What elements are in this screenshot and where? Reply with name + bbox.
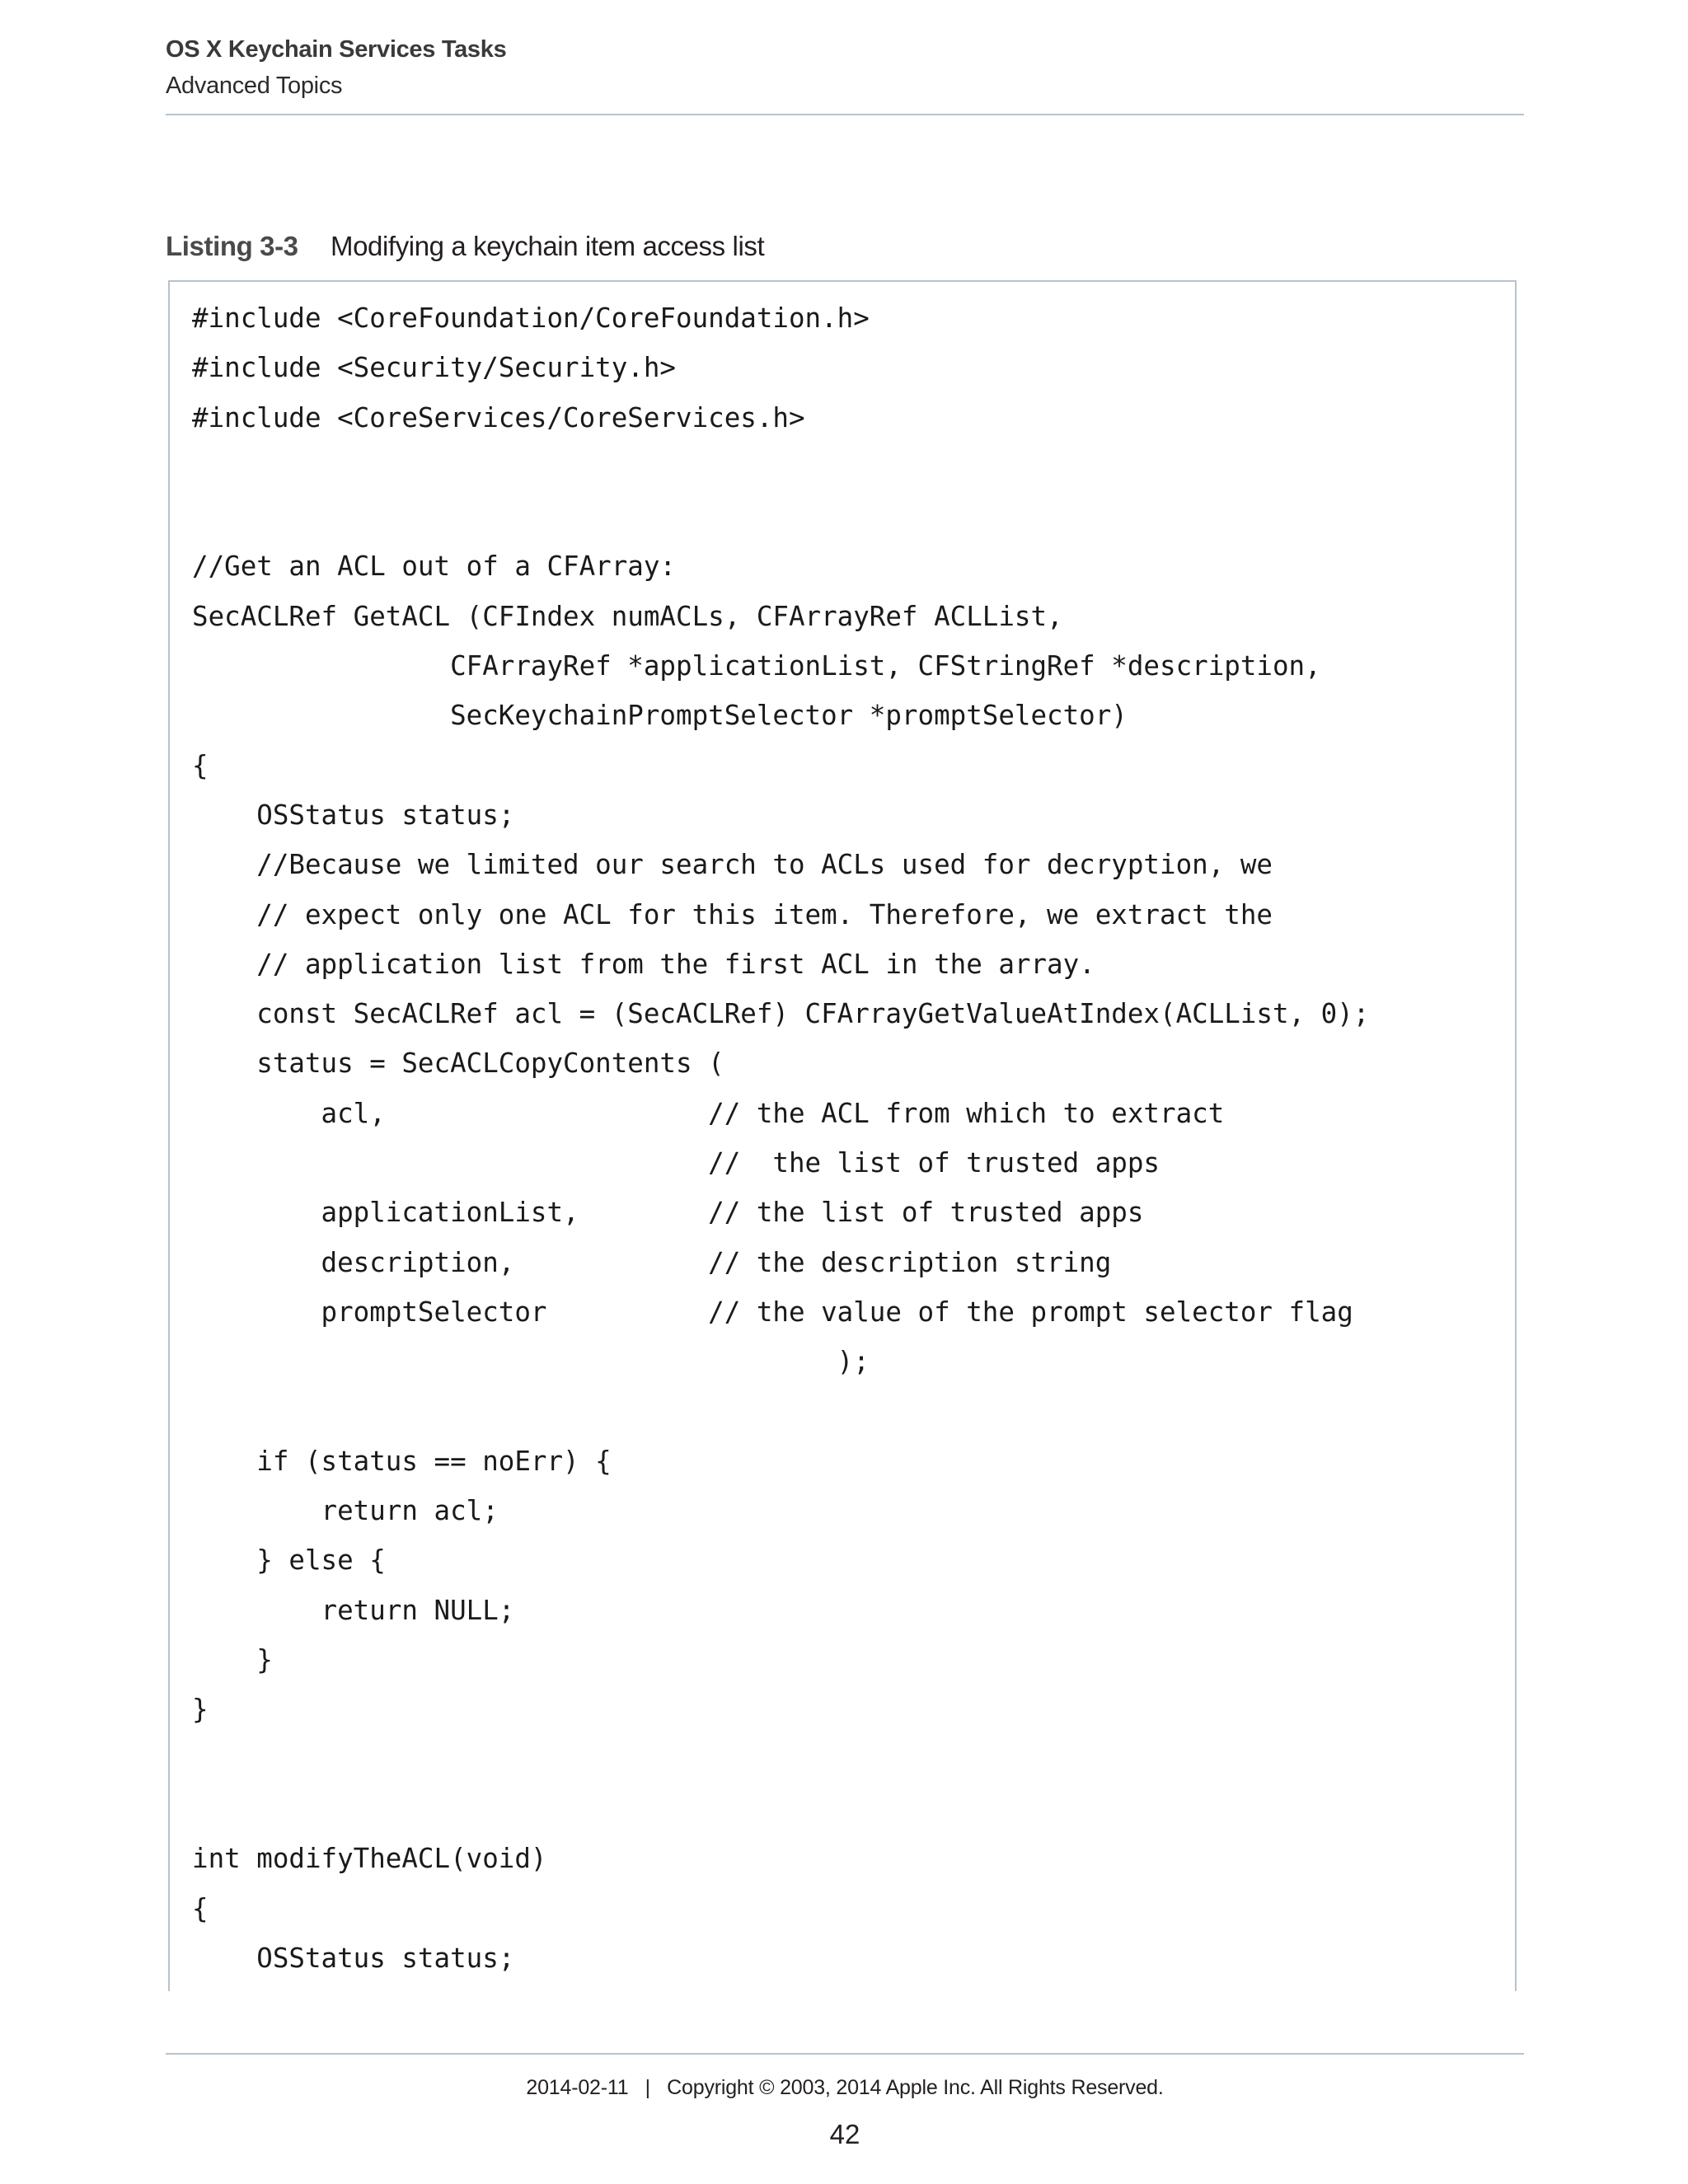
page-footer [166,2053,1524,2149]
code-line [192,500,1515,550]
code-line: return NULL; [192,1594,515,1626]
code-line: // application list from the first ACL in the array. [192,948,1095,980]
code-line: OSStatus status; [192,1942,515,1974]
listing-label: Listing 3-3 [166,231,298,261]
code-line: SecKeychainPromptSelector *promptSelector) [192,700,1128,732]
code-line: } [192,1644,273,1676]
code-line: } else { [192,1544,386,1577]
page-number: 42 [829,2119,860,2149]
section-title: Advanced Topics [166,73,343,99]
code-line [192,1395,1515,1445]
code-line: ); [192,1346,870,1378]
code-line: int modifyTheACL(void) [192,1843,547,1875]
code-line [192,451,1515,500]
code-line: //Get an ACL out of a CFArray: [192,551,676,583]
document-title: OS X Keychain Services Tasks [166,36,507,63]
listing-title: Modifying a keychain item access list [331,231,765,261]
code-line: status = SecACLCopyContents ( [192,1047,724,1080]
code-line: applicationList, // the list of trusted apps [192,1197,1144,1229]
code-line: } [192,1694,209,1726]
code-line: OSStatus status; [192,799,515,831]
code-line: promptSelector // the value of the prompt selector flag [192,1296,1353,1328]
code-line: const SecACLRef acl = (SecACLRef) CFArrayGetValueAtIndex(ACLList, 0); [192,998,1370,1030]
code-line [192,1793,1515,1842]
code-line: acl, // the ACL from which to extract [192,1097,1225,1129]
listing-caption [166,231,764,262]
code-line: description, // the description string [192,1246,1112,1278]
page-header [166,36,1524,115]
code-line [192,1743,1515,1793]
code-line: // the list of trusted apps [192,1147,1160,1179]
code-line: { [192,1892,209,1924]
code-lines [192,302,1515,1991]
code-line: #include <CoreServices/CoreServices.h> [192,401,805,434]
code-line: SecACLRef GetACL (CFIndex numACLs, CFArrayRef ACLList, [192,600,1063,632]
code-line: if (status == noErr) { [192,1445,612,1477]
code-line: #include <CoreFoundation/CoreFoundation.h> [192,302,870,334]
code-line: CFArrayRef *applicationList, CFStringRef *description, [192,650,1321,682]
code-line: return acl; [192,1495,499,1527]
code-line: #include <Security/Security.h> [192,352,676,384]
code-line: //Because we limited our search to ACLs used for decryption, we [192,849,1273,881]
code-line: // expect only one ACL for this item. Therefore, we extract the [192,898,1273,930]
footer-copyright: 2014-02-11 | Copyright © 2003, 2014 Apple Inc. All Rights Reserved. [526,2076,1164,2099]
code-line: { [192,749,209,781]
code-listing [168,280,1517,1991]
